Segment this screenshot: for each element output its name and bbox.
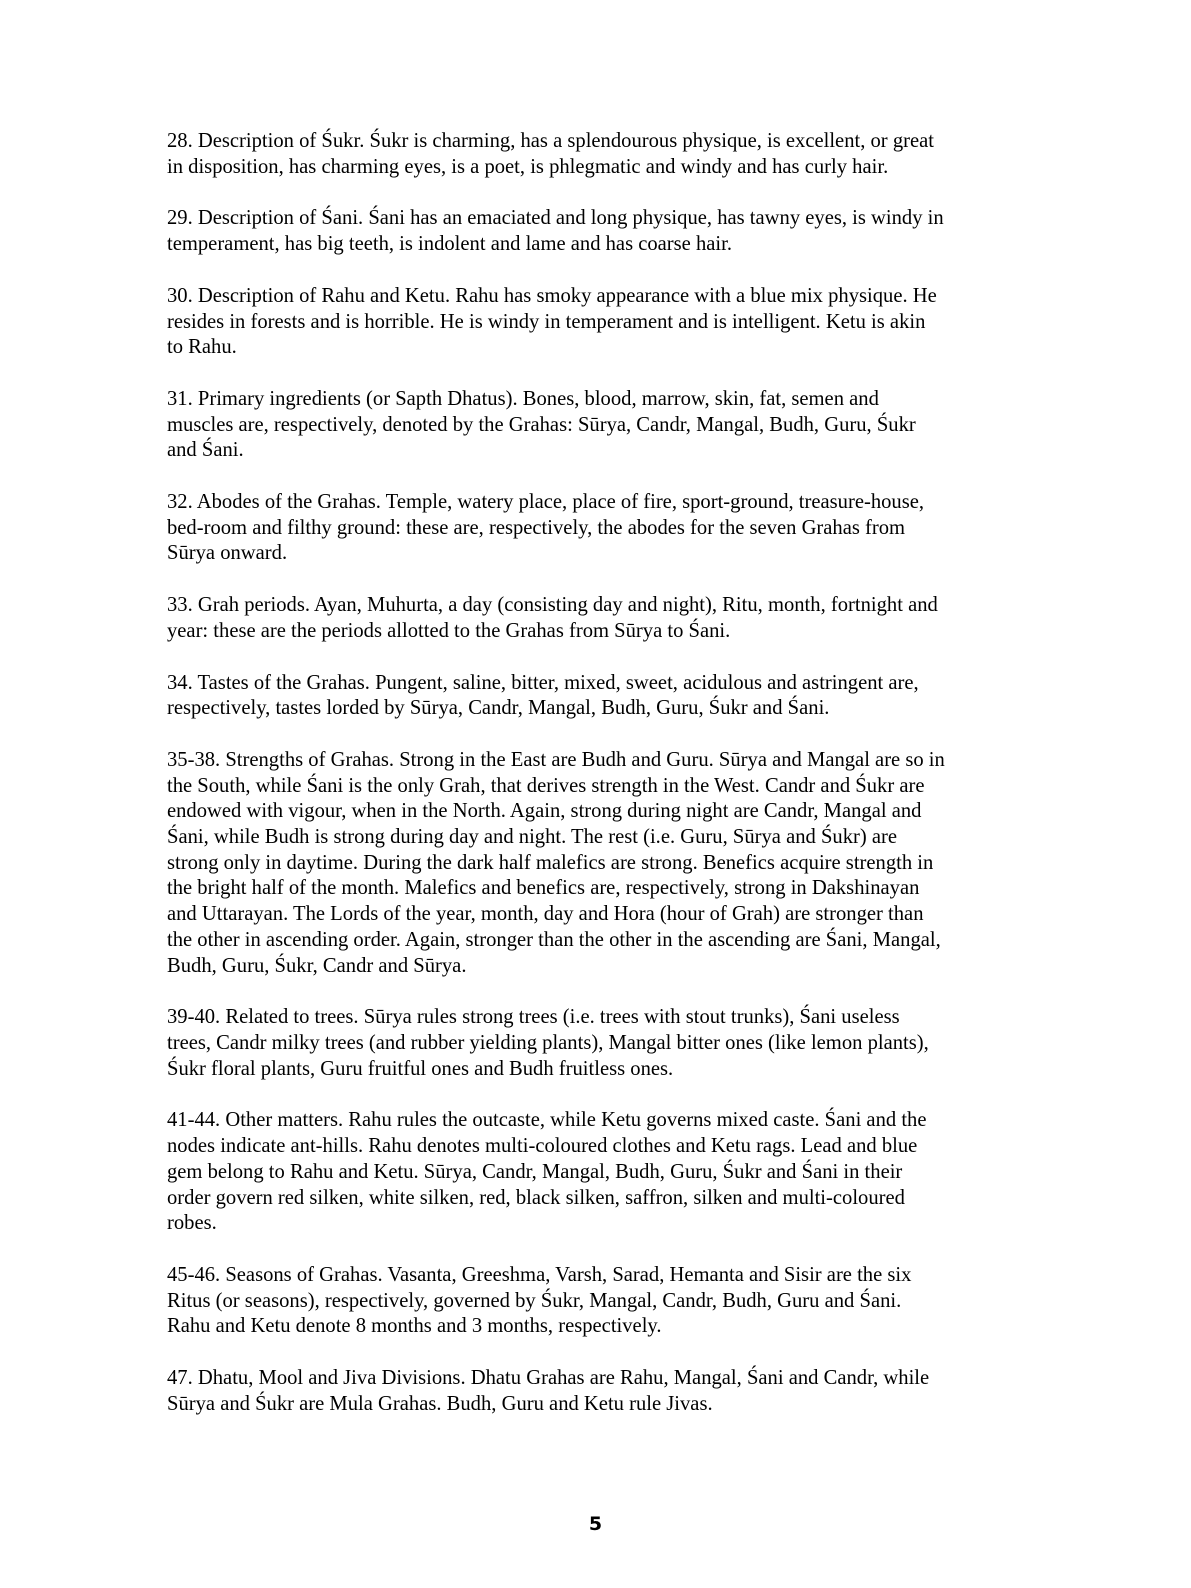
text-line: temperament, has big teeth, is indolent and lame and has coarse hair. [167,233,733,256]
paragraph-28 [167,129,1027,180]
paragraph-33 [167,593,1027,644]
text-line: 41-44. Other matters. Rahu rules the outcaste, while Ketu governs mixed caste. Śani and the [167,1109,927,1132]
text-line: the bright half of the month. Malefics and benefics are, respectively, strong in Dakshinayan [167,877,920,900]
text-line: resides in forests and is horrible. He is windy in temperament and is intelligent. Ketu is akin [167,310,926,333]
text-line: muscles are, respectively, denoted by the Grahas: Sūrya, Candr, Mangal, Budh, Guru, Śukr [167,413,916,436]
text-line: 33. Grah periods. Ayan, Muhurta, a day (consisting day and night), Ritu, month, fortnight and [167,594,938,617]
text-line: Budh, Guru, Śukr, Candr and Sūrya. [167,954,467,977]
text-line: robes. [167,1212,217,1235]
text-line: endowed with vigour, when in the North. Again, strong during night are Candr, Mangal and [167,800,922,823]
text-line: the South, while Śani is the only Grah, that derives strength in the West. Candr and Śukr are [167,774,925,797]
text-line: Śani, while Budh is strong during day and night. The rest (i.e. Guru, Sūrya and Śukr) are [167,826,898,849]
text-line: 47. Dhatu, Mool and Jiva Divisions. Dhatu Grahas are Rahu, Mangal, Śani and Candr, while [167,1367,930,1390]
text-line: and Śani. [167,439,244,462]
text-line: Ritus (or seasons), respectively, governed by Śukr, Mangal, Candr, Budh, Guru and Śani. [167,1289,902,1312]
paragraph-35-38 [167,748,1027,979]
text-line: the other in ascending order. Again, stronger than the other in the ascending are Śani, Mangal, [167,928,941,951]
text-line: nodes indicate ant-hills. Rahu denotes multi-coloured clothes and Ketu rags. Lead and blue [167,1135,918,1158]
text-line: 34. Tastes of the Grahas. Pungent, saline, bitter, mixed, sweet, acidulous and astringent are, [167,671,919,694]
text-line: 29. Description of Śani. Śani has an emaciated and long physique, has tawny eyes, is windy in [167,207,944,230]
text-line: to Rahu. [167,336,237,359]
text-line: trees, Candr milky trees (and rubber yielding plants), Mangal bitter ones (like lemon plants), [167,1031,929,1054]
text-line: order govern red silken, white silken, red, black silken, saffron, silken and multi-coloured [167,1186,905,1209]
text-line: Rahu and Ketu denote 8 months and 3 months, respectively. [167,1315,662,1338]
text-line: 30. Description of Rahu and Ketu. Rahu has smoky appearance with a blue mix physique. He [167,284,937,307]
paragraph-31 [167,387,1027,464]
paragraph-45-46 [167,1263,1027,1340]
text-line: 31. Primary ingredients (or Sapth Dhatus). Bones, blood, marrow, skin, fat, semen and [167,387,879,410]
text-line: 35-38. Strengths of Grahas. Strong in the East are Budh and Guru. Sūrya and Mangal are so in [167,748,945,771]
text-line: 45-46. Seasons of Grahas. Vasanta, Greeshma, Varsh, Sarad, Hemanta and Sisir are the six [167,1263,912,1286]
text-line: 32. Abodes of the Grahas. Temple, watery place, place of fire, sport-ground, treasure-house, [167,491,925,514]
paragraph-29 [167,206,1027,257]
paragraph-41-44 [167,1108,1027,1237]
text-line: 39-40. Related to trees. Sūrya rules strong trees (i.e. trees with stout trunks), Śani useless [167,1006,900,1029]
text-line: Śukr floral plants, Guru fruitful ones and Budh fruitless ones. [167,1057,674,1080]
text-line: and Uttarayan. The Lords of the year, month, day and Hora (hour of Grah) are stronger than [167,903,924,926]
text-line: gem belong to Rahu and Ketu. Sūrya, Candr, Mangal, Budh, Guru, Śukr and Śani in their [167,1160,903,1183]
document-body [167,129,1027,1443]
page-number: 5 [588,1513,603,1535]
text-line: 28. Description of Śukr. Śukr is charming, has a splendourous physique, is excellent, or great [167,130,934,152]
paragraph-30 [167,284,1027,361]
text-line: Sūrya and Śukr are Mula Grahas. Budh, Guru and Ketu rule Jivas. [167,1392,713,1415]
text-line: Sūrya onward. [167,542,288,565]
text-line: strong only in daytime. During the dark half malefics are strong. Benefics acquire strength in [167,851,934,874]
paragraph-39-40 [167,1005,1027,1082]
text-line: respectively, tastes lorded by Sūrya, Candr, Mangal, Budh, Guru, Śukr and Śani. [167,697,830,720]
paragraph-32 [167,490,1027,567]
text-line: bed-room and filthy ground: these are, respectively, the abodes for the seven Grahas from [167,516,906,539]
paragraph-47 [167,1366,1027,1417]
text-line: in disposition, has charming eyes, is a poet, is phlegmatic and windy and has curly hair. [167,155,889,178]
paragraph-34 [167,671,1027,722]
text-line: year: these are the periods allotted to the Grahas from Sūrya to Śani. [167,619,731,642]
